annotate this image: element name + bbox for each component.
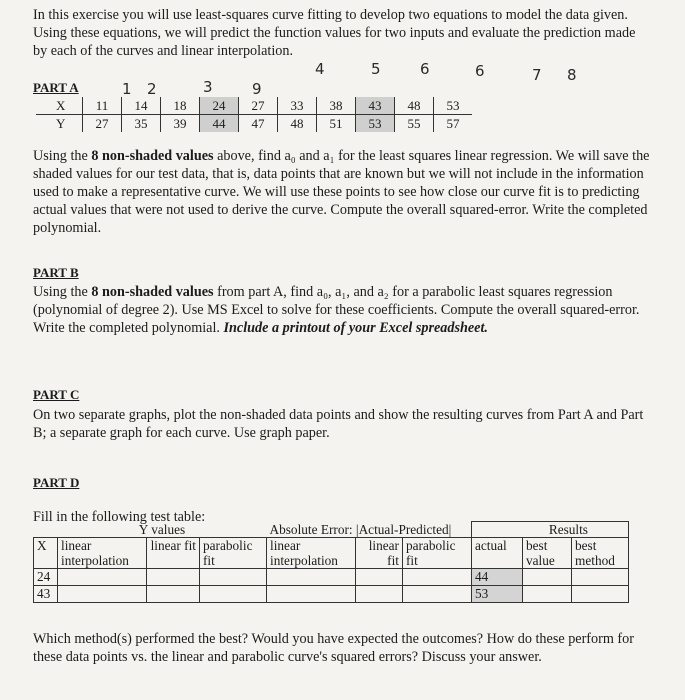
part-a-text-2: above, find a₀ and a₁ for the least squares linear regression. We will save the shaded values for our test data, that is, data points that are known but we will not include in the information used to make a representative curve. We will use these points to see how close our curve fit is to predicting actual values that were not used to derive the curve. Compute the overall squared-error. Write the completed polynomial. [33,148,650,236]
parabolic-fit-header: parabolic fit [200,538,267,569]
error-parabolic-fit-cell[interactable] [403,569,472,586]
part-a-text-1: Using the [33,148,92,164]
part-c-heading: PART C [33,387,80,402]
x-cell: 48 [395,97,434,115]
x-col-header: X [34,538,58,569]
part-b-italic-1: Include a printout of your Excel spreadsheet. [223,320,488,336]
hand-mark-7: 6 [420,60,430,78]
part-d-intro: Fill in the following test table: [33,509,206,525]
part-b-heading: PART B [33,265,79,280]
hand-mark-8: 6 [475,62,485,80]
results-header: Results [472,522,629,538]
linear-fit-header: linear fit [147,538,200,569]
test-table [33,521,629,603]
hand-mark-3: 3 [203,78,213,96]
abs-error-header: Absolute Error: |Actual-Predicted| [269,521,452,537]
hand-mark-6: 5 [371,60,381,78]
test-x-cell: 24 [34,569,58,586]
x-cell: 11 [83,97,122,115]
x-cell: 14 [122,97,161,115]
test-x-cell: 43 [34,586,58,603]
best-method-header: best method [572,538,629,569]
error-linear-interp-cell[interactable] [267,569,356,586]
y-values-header: Y values [58,522,267,538]
part-a-paragraph [33,147,653,237]
y-cell: 27 [83,115,122,133]
intro-paragraph: In this exercise you will use least-squares curve fitting to develop two equations to model the data given. Using these equations, we will predict the function values for two inputs and evaluate the prediction made by each of the curves and linear interpolation. [33,7,636,59]
best-value-header: best value [523,538,572,569]
y-cell: 55 [395,115,434,133]
error-linear-fit-header: linear fit [356,538,403,569]
best-value-cell[interactable] [523,569,572,586]
actual-header: actual [472,538,523,569]
linear-interp-cell[interactable] [58,569,147,586]
part-a-heading: PART A [33,80,79,95]
linear-interp-header: linear interpolation [58,538,147,569]
error-parabolic-fit-cell[interactable] [403,586,472,603]
part-d-question: Which method(s) performed the best? Would you have expected the outcomes? How do these perform for these data points vs. the linear and parabolic curve's squared errors? Discuss your answer. [33,631,634,665]
actual-cell: 53 [472,586,523,603]
actual-cell: 44 [472,569,523,586]
part-b-bold-1: 8 non-shaded values [91,284,214,300]
test-table-header-row-2 [34,538,629,569]
x-cell: 18 [161,97,200,115]
best-method-cell[interactable] [572,569,629,586]
best-value-cell[interactable] [523,586,572,603]
y-cell: 48 [278,115,317,133]
error-linear-fit-cell[interactable] [356,569,403,586]
test-table-header-row-1 [34,522,629,538]
hand-mark-10: 8 [567,66,577,84]
x-label: X [36,97,83,115]
x-row [36,97,472,115]
hand-mark-4: 9 [252,80,262,98]
parabolic-fit-cell[interactable] [200,586,267,603]
y-cell: 57 [434,115,473,133]
part-a-bold-1: 8 non-shaded values [91,148,214,164]
part-b-text-1: Using the [33,284,92,300]
linear-interp-cell[interactable] [58,586,147,603]
best-method-cell[interactable] [572,586,629,603]
y-cell: 47 [239,115,278,133]
y-row [36,115,472,133]
error-linear-interp-header: linear interpolation [267,538,356,569]
y-label: Y [56,115,66,131]
x-cell: 33 [278,97,317,115]
hand-mark-1: 1 [122,80,132,98]
linear-fit-cell[interactable] [147,569,200,586]
data-table [36,97,472,132]
parabolic-fit-cell[interactable] [200,569,267,586]
x-cell: 27 [239,97,278,115]
x-cell: 53 [434,97,473,115]
linear-fit-cell[interactable] [147,586,200,603]
y-cell-shaded: 44 [200,115,239,133]
x-cell: 38 [317,97,356,115]
error-linear-interp-cell[interactable] [267,586,356,603]
test-table-row [34,569,629,586]
y-cell: 39 [161,115,200,133]
x-cell-shaded: 24 [200,97,239,115]
y-cell: 35 [122,115,161,133]
y-cell-shaded: 53 [356,115,395,133]
part-c-paragraph: On two separate graphs, plot the non-shaded data points and show the resulting curves from Part A and Part B; a separate graph for each curve. Use graph paper. [33,407,644,441]
y-cell: 51 [317,115,356,133]
hand-mark-2: 2 [147,80,157,98]
hand-mark-9: 7 [532,66,542,84]
hand-mark-5: 4 [315,60,325,78]
test-table-row [34,586,629,603]
part-b-text-2: from part A, find a₀, a₁, and a₂ for a parabolic least squares regression (polynomial of degree 2). Use MS Excel to solve for these coefficients. Compute the overall squared-error. Write the completed polynomial. [33,284,640,336]
error-linear-fit-cell[interactable] [356,586,403,603]
part-d-heading: PART D [33,475,80,490]
part-b-paragraph [33,283,653,337]
x-cell-shaded: 43 [356,97,395,115]
error-parabolic-fit-header: parabolic fit [403,538,472,569]
